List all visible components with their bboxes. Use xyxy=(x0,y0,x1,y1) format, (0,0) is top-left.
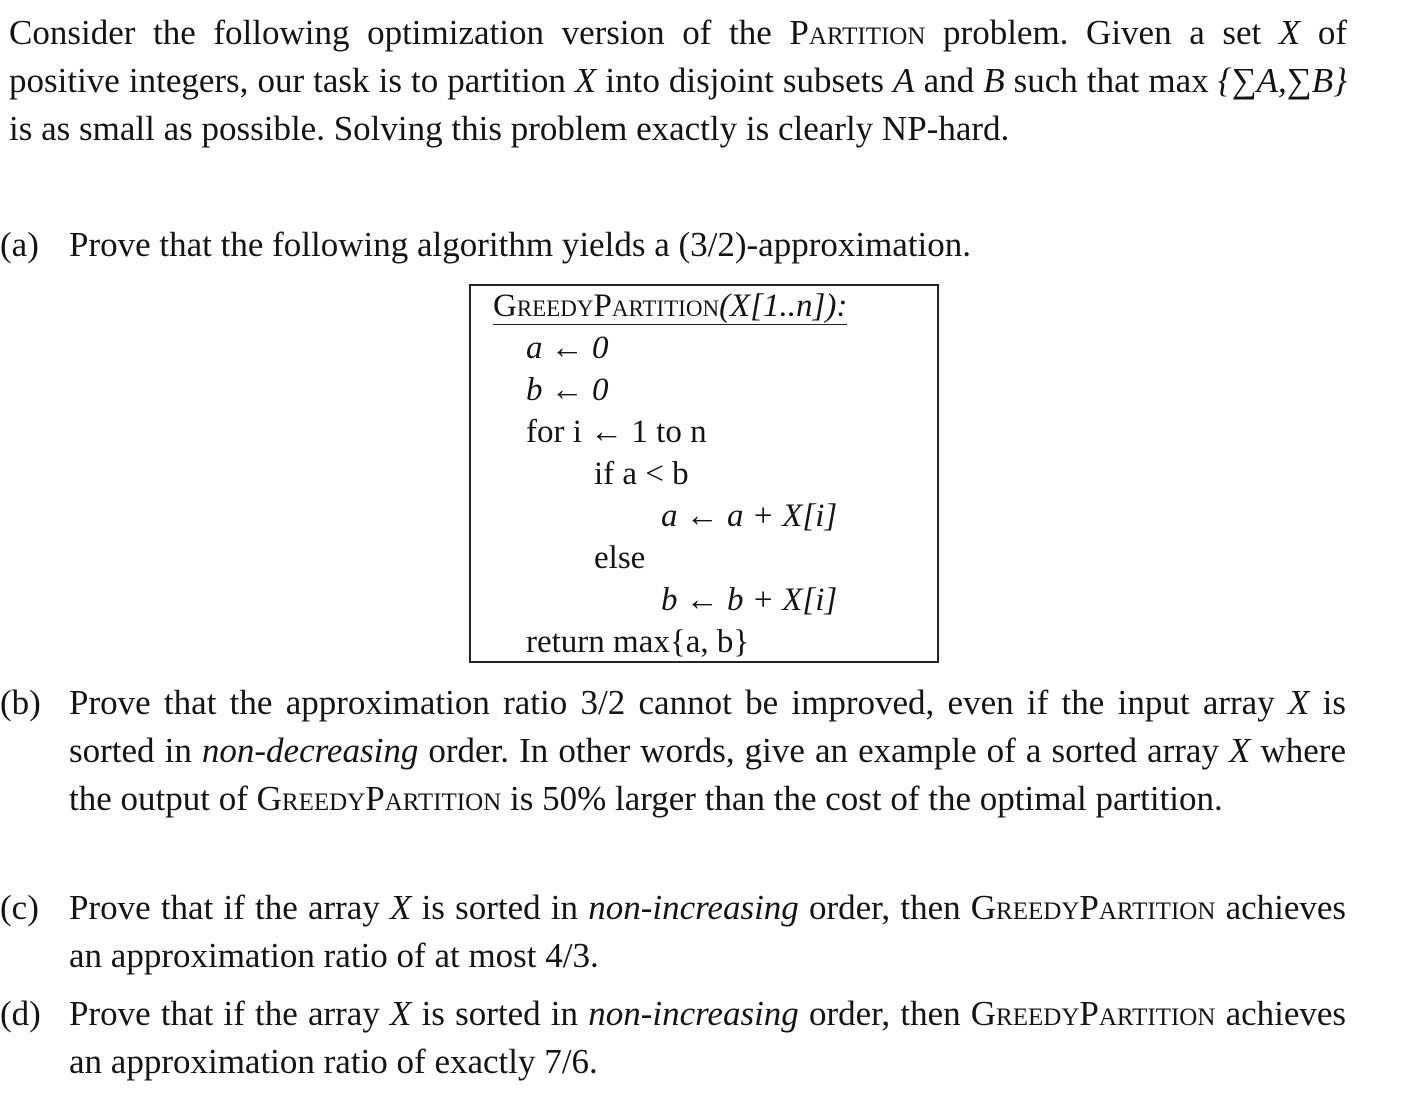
algorithm-name: GreedyPartition xyxy=(256,779,502,818)
part-label: (b) xyxy=(0,683,41,722)
part-a-text: Prove that the following algorithm yields a (3/2)-approximation. xyxy=(69,225,972,264)
part-d-text-2: is sorted in xyxy=(421,994,579,1033)
code-line: if a < b xyxy=(594,456,689,492)
intro-text-6: such that max xyxy=(1013,61,1209,100)
var-x: X xyxy=(574,61,597,100)
part-b-text-3: order. In other words, give an example of a sorted array xyxy=(428,731,1219,770)
var-x: X xyxy=(1278,13,1301,52)
part-c-text-2: is sorted in xyxy=(421,888,579,927)
part-b-text-1: Prove that the approximation ratio 3/2 cannot be improved, even if the input array xyxy=(69,683,1275,722)
part-a xyxy=(0,221,1346,269)
algorithm-signature: (X[1..n]): xyxy=(719,288,848,324)
part-label: (c) xyxy=(0,888,39,927)
var-a: A xyxy=(893,61,915,100)
emphasis: non-increasing xyxy=(588,994,799,1033)
var-x: X xyxy=(390,994,412,1033)
algorithm-title xyxy=(493,288,847,325)
code-line: b ← b + X[i] xyxy=(661,582,838,618)
emphasis: non-increasing xyxy=(588,888,799,927)
intro-paragraph xyxy=(9,9,1347,153)
part-label: (a) xyxy=(0,225,39,264)
part-b-text-2: is sorted in xyxy=(69,683,1347,770)
emphasis: non-decreasing xyxy=(201,731,419,770)
code-line: return max{a, b} xyxy=(526,624,750,660)
code-line: a ← 0 xyxy=(526,330,609,366)
intro-text-2: problem. Given a set xyxy=(943,13,1262,52)
part-b-text-4: where the output of xyxy=(69,731,1347,818)
code-line: else xyxy=(594,540,646,576)
part-d-text-4: achieves an approximation ratio of exactly 7/6. xyxy=(69,994,1347,1081)
algorithm-name: GreedyPartition xyxy=(970,994,1216,1033)
max-sum-formula: {∑A,∑B} xyxy=(1217,61,1348,100)
intro-text-1: Consider the following optimization version of the xyxy=(9,13,772,52)
intro-text-5: and xyxy=(923,61,975,100)
intro-text-7: is as small as possible. Solving this problem exactly is clearly NP-hard. xyxy=(9,109,1010,148)
partition-problem-name: Partition xyxy=(789,13,926,52)
algorithm-name: GreedyPartition xyxy=(493,288,720,324)
part-d xyxy=(0,990,1346,1086)
part-label: (d) xyxy=(0,994,41,1033)
code-line: a ← a + X[i] xyxy=(661,498,838,534)
part-c-text-4: achieves an approximation ratio of at most 4/3. xyxy=(69,888,1347,975)
var-x: X xyxy=(390,888,412,927)
var-x: X xyxy=(1229,731,1251,770)
part-d-text-3: order, then xyxy=(808,994,961,1033)
intro-text-3: of positive integers, our task is to partition xyxy=(9,13,1348,100)
intro-text-4: into disjoint subsets xyxy=(605,61,885,100)
part-b xyxy=(0,679,1346,823)
part-b-text-5: is 50% larger than the cost of the optimal partition. xyxy=(509,779,1223,818)
code-line: for i ← 1 to n xyxy=(526,414,707,450)
part-c-text-3: order, then xyxy=(808,888,961,927)
algorithm-name: GreedyPartition xyxy=(970,888,1216,927)
var-b: B xyxy=(983,61,1005,100)
code-line: b ← 0 xyxy=(526,372,609,408)
var-x: X xyxy=(1287,683,1310,722)
algorithm-box xyxy=(469,284,939,663)
part-d-text-1: Prove that if the array xyxy=(69,994,380,1033)
part-c xyxy=(0,884,1346,980)
part-c-text-1: Prove that if the array xyxy=(69,888,380,927)
